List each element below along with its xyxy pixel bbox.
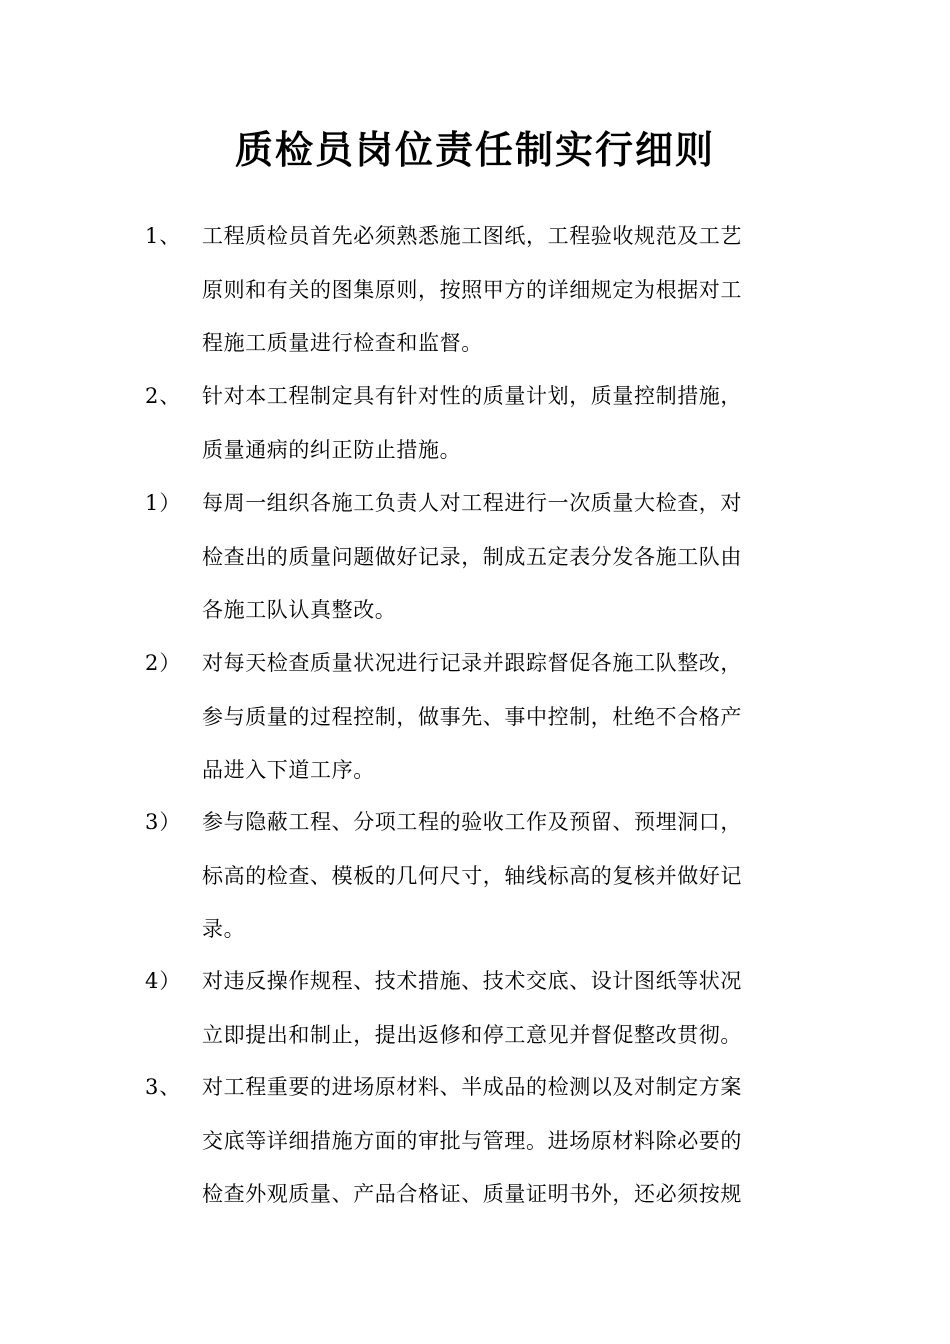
text-line: 针对本工程制定具有针对性的质量计划，质量控制措施， (202, 384, 742, 408)
item-text (202, 370, 812, 477)
item-text (202, 796, 812, 957)
text-line: 各施工队认真整改。 (202, 598, 397, 622)
item-number: 3） (145, 810, 182, 834)
text-line: 品进入下道工序。 (202, 758, 375, 782)
text-line: 立即提出和制止，提出返修和停工意见并督促整改贯彻。 (202, 1022, 742, 1047)
text-line: 质量通病的纠正防止措施。 (202, 437, 462, 462)
item-text (202, 955, 812, 1062)
item-number: 2） (145, 651, 182, 675)
item-number: 4） (145, 969, 182, 993)
text-line: 程施工质量进行检查和监督。 (202, 331, 483, 355)
document-title: 质检员岗位责任制实行细则 (234, 127, 715, 172)
text-line: 参与质量的过程控制，做事先、事中控制，杜绝不合格产 (202, 704, 742, 729)
item-number: 3、 (145, 1075, 182, 1099)
item-number: 1） (145, 491, 182, 515)
item-text (202, 477, 812, 638)
item-text (202, 637, 812, 798)
text-line: 每周一组织各施工负责人对工程进行一次质量大检查，对 (202, 491, 742, 515)
item-text (202, 1061, 812, 1222)
text-line: 对每天检查质量状况进行记录并跟踪督促各施工队整改， (202, 651, 742, 675)
item-text (202, 210, 812, 371)
text-line: 工程质检员首先必须熟悉施工图纸，工程验收规范及工艺 (202, 224, 742, 248)
text-line: 标高的检查、模板的几何尺寸，轴线标高的复核并做好记 (202, 863, 742, 888)
text-line: 检查出的质量问题做好记录，制成五定表分发各施工队由 (202, 544, 742, 569)
text-line: 录。 (202, 917, 246, 941)
text-line: 参与隐蔽工程、分项工程的验收工作及预留、预埋洞口， (202, 810, 742, 834)
text-line: 交底等详细措施方面的审批与管理。进场原材料除必要的 (202, 1128, 742, 1153)
text-line: 原则和有关的图集原则，按照甲方的详细规定为根据对工 (202, 277, 742, 302)
item-number: 1、 (145, 224, 182, 248)
item-number: 2、 (145, 384, 182, 408)
text-line: 对违反操作规程、技术措施、技术交底、设计图纸等状况 (202, 969, 742, 993)
text-line: 对工程重要的进场原材料、半成品的检测以及对制定方案 (202, 1075, 742, 1099)
text-line: 检查外观质量、产品合格证、质量证明书外，还必须按规 (202, 1182, 742, 1206)
